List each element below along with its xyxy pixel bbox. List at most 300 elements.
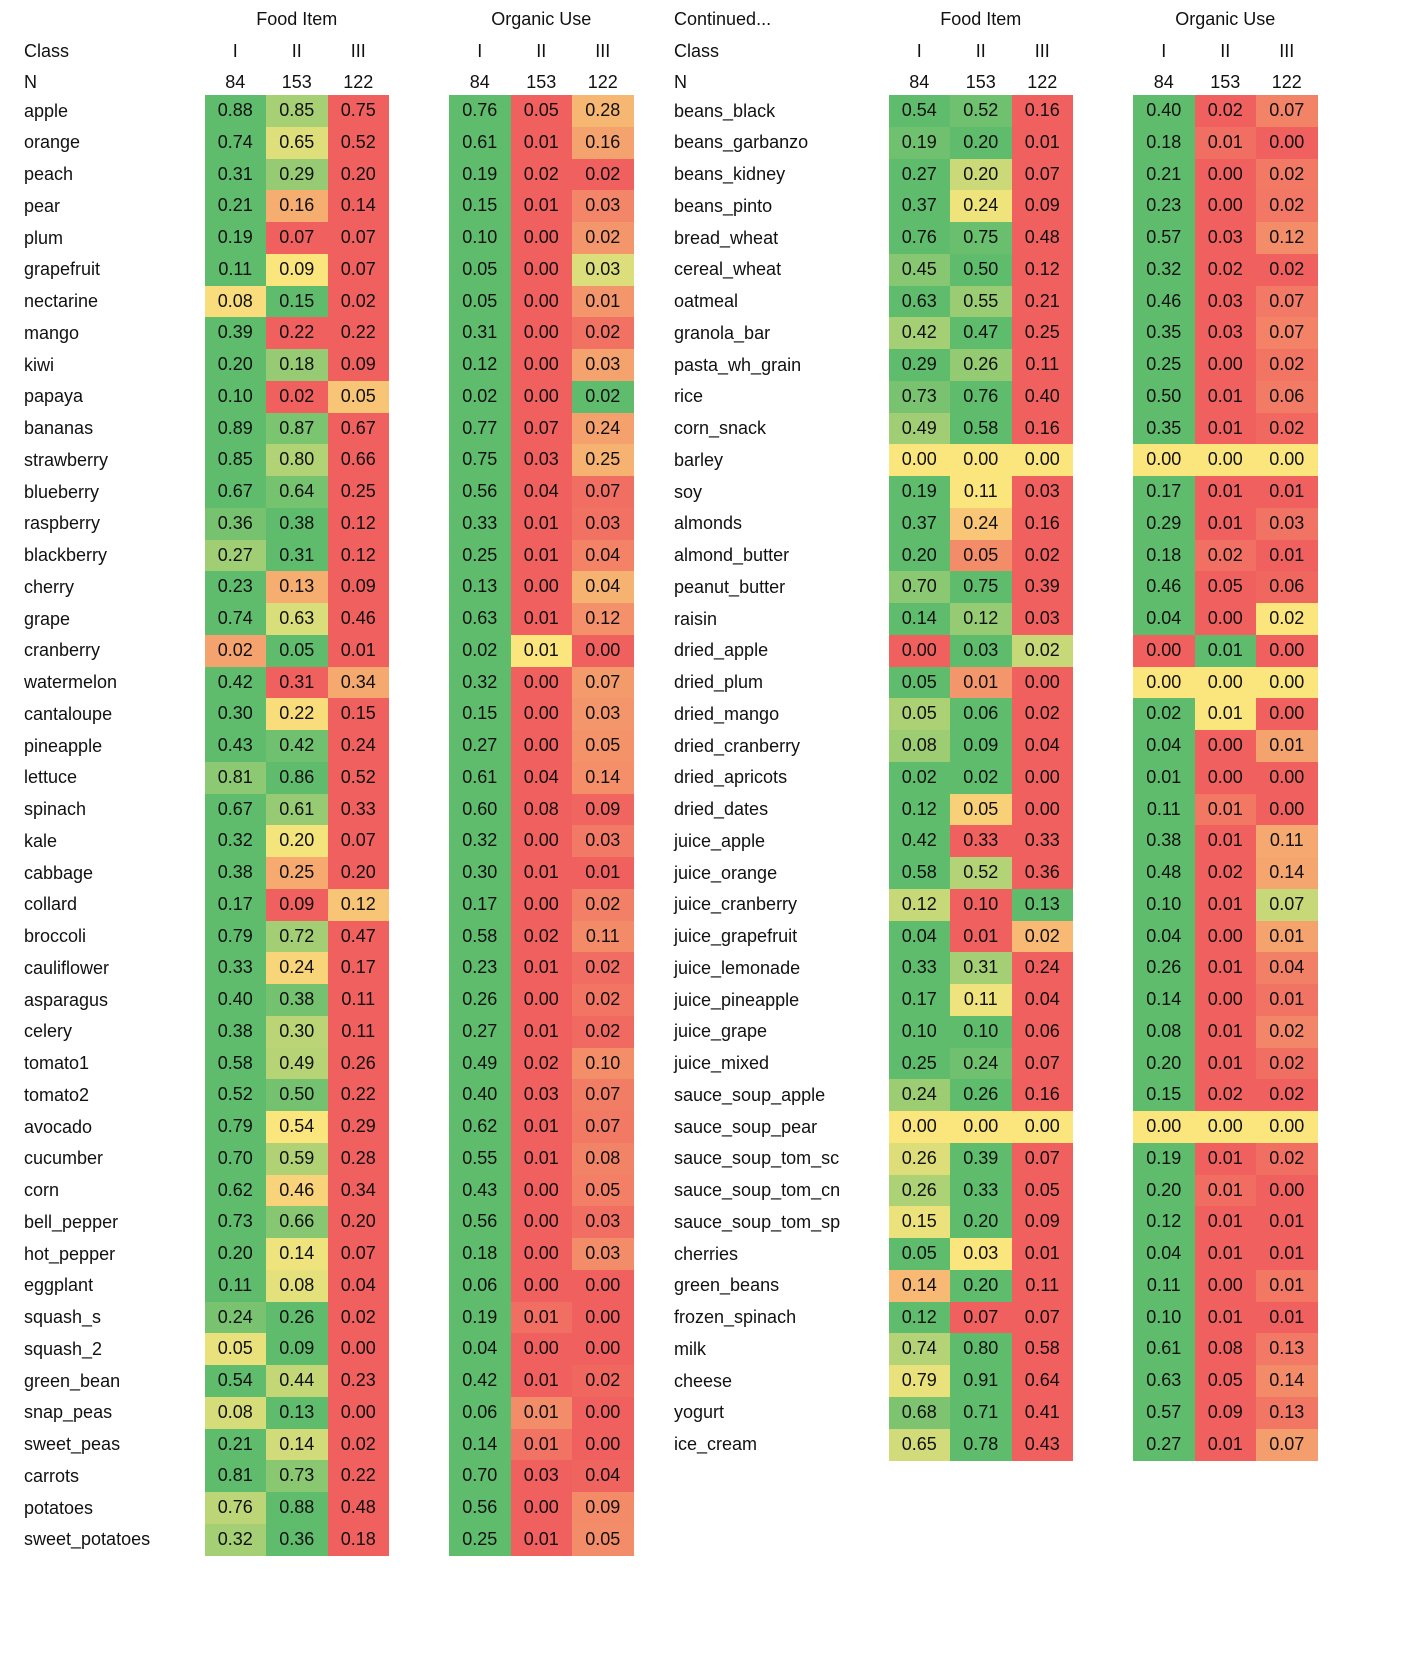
heatmap-cell: 0.42 <box>266 730 328 762</box>
class-header: III <box>350 41 366 61</box>
heatmap-cell: 0.22 <box>328 1079 390 1111</box>
heatmap-cell: 0.00 <box>1195 730 1257 762</box>
heatmap-cell: 0.02 <box>572 317 634 349</box>
heatmap-cell: 0.14 <box>1133 984 1195 1016</box>
row-label: potatoes <box>24 1497 94 1518</box>
heatmap-cell: 0.38 <box>205 1016 267 1048</box>
heatmap-cell: 0.47 <box>950 317 1012 349</box>
heatmap-cell: 0.08 <box>205 1397 267 1429</box>
row-label: carrots <box>24 1465 80 1486</box>
heatmap-cell: 0.02 <box>328 1302 390 1334</box>
heatmap-cell: 0.31 <box>449 317 511 349</box>
heatmap-cell: 0.19 <box>449 1302 511 1334</box>
heatmap-cell: 0.00 <box>328 1397 390 1429</box>
heatmap-cell: 0.00 <box>889 1111 951 1143</box>
heatmap-cell: 0.50 <box>1133 381 1195 413</box>
heatmap-cell: 0.19 <box>889 476 951 508</box>
heatmap-cell: 0.04 <box>1133 1238 1195 1270</box>
heatmap-cell: 0.73 <box>889 381 951 413</box>
heatmap-cell: 0.08 <box>205 286 267 318</box>
heatmap-cell: 0.18 <box>1133 127 1195 159</box>
heatmap-cell: 0.01 <box>1195 1302 1257 1334</box>
group-title: Organic Use <box>1175 9 1276 29</box>
group-title: Food Item <box>940 9 1022 29</box>
heatmap-cell: 0.85 <box>266 95 328 127</box>
heatmap-cell: 0.20 <box>889 540 951 572</box>
heatmap-cell: 0.44 <box>266 1365 328 1397</box>
heatmap-cell: 0.02 <box>1256 1079 1318 1111</box>
row-label: avocado <box>24 1116 93 1137</box>
heatmap-cell: 0.02 <box>328 1429 390 1461</box>
heatmap-cell: 0.08 <box>889 730 951 762</box>
row-label: cantaloupe <box>24 703 113 724</box>
heatmap-cell: 0.24 <box>205 1302 267 1334</box>
heatmap-cell: 0.75 <box>449 444 511 476</box>
heatmap-cell: 0.56 <box>449 476 511 508</box>
heatmap-cell: 0.20 <box>328 159 390 191</box>
n-value: 122 <box>587 72 618 92</box>
row-label: sauce_soup_tom_cn <box>674 1180 841 1200</box>
row-label: dried_cranberry <box>674 735 801 756</box>
heatmap-cell: 0.58 <box>205 1048 267 1080</box>
heatmap-cell: 0.61 <box>1133 1333 1195 1365</box>
heatmap-cell: 0.40 <box>205 984 267 1016</box>
row-label: raisin <box>674 608 718 629</box>
heatmap-cell: 0.01 <box>1256 540 1318 572</box>
heatmap-cell: 0.00 <box>511 381 573 413</box>
heatmap-cell: 0.16 <box>1012 1079 1074 1111</box>
heatmap-cell: 0.00 <box>572 1429 634 1461</box>
heatmap-cell: 0.00 <box>1195 921 1257 953</box>
heatmap-cell: 0.48 <box>1012 222 1074 254</box>
heatmap-cell: 0.14 <box>572 762 634 794</box>
heatmap-cell: 0.02 <box>1195 95 1257 127</box>
heatmap-cell: 0.77 <box>449 413 511 445</box>
heatmap-cell: 0.06 <box>1012 1016 1074 1048</box>
row-label: granola_bar <box>674 322 771 343</box>
heatmap-cell: 0.00 <box>1195 190 1257 222</box>
heatmap-cell: 0.73 <box>266 1460 328 1492</box>
heatmap-cell: 0.07 <box>572 1111 634 1143</box>
heatmap-cell: 0.01 <box>1256 1206 1318 1238</box>
heatmap-cell: 0.02 <box>572 889 634 921</box>
heatmap-cell: 0.45 <box>889 254 951 286</box>
heatmap-cell: 0.42 <box>889 825 951 857</box>
heatmap-cell: 0.00 <box>1195 444 1257 476</box>
heatmap-cell: 0.07 <box>328 825 390 857</box>
heatmap-cell: 0.00 <box>1012 444 1074 476</box>
heatmap-cell: 0.55 <box>950 286 1012 318</box>
heatmap-cell: 0.63 <box>889 286 951 318</box>
heatmap-cell: 0.52 <box>205 1079 267 1111</box>
heatmap-cell: 0.61 <box>449 762 511 794</box>
row-label: snap_peas <box>24 1402 113 1423</box>
row-label: juice_apple <box>674 830 766 851</box>
row-label: sauce_soup_pear <box>674 1116 818 1137</box>
row-label: cucumber <box>24 1148 104 1169</box>
heatmap-cell: 0.64 <box>1012 1365 1074 1397</box>
heatmap-cell: 0.03 <box>1256 508 1318 540</box>
heatmap-cell: 0.00 <box>950 1111 1012 1143</box>
heatmap-cell: 0.74 <box>205 603 267 635</box>
row-label: cranberry <box>24 640 101 661</box>
heatmap-cell: 0.23 <box>1133 190 1195 222</box>
heatmap-cell: 0.58 <box>950 413 1012 445</box>
row-label: apple <box>24 100 69 121</box>
heatmap-cell: 0.68 <box>889 1397 951 1429</box>
heatmap-cell: 0.30 <box>205 698 267 730</box>
heatmap-cell: 0.12 <box>1256 222 1318 254</box>
heatmap-cell: 0.04 <box>572 1460 634 1492</box>
continued-label: Continued... <box>674 9 772 29</box>
row-label: juice_grape <box>674 1021 768 1042</box>
row-label: dried_apricots <box>674 767 788 788</box>
heatmap-cell: 0.11 <box>950 476 1012 508</box>
heatmap-cell: 0.04 <box>1012 984 1074 1016</box>
heatmap-cell: 0.12 <box>889 794 951 826</box>
heatmap-cell: 0.02 <box>449 635 511 667</box>
heatmap-cell: 0.66 <box>328 444 390 476</box>
heatmap-cell: 0.03 <box>1012 603 1074 635</box>
row-label: kale <box>24 830 58 851</box>
row-label: green_bean <box>24 1370 121 1391</box>
heatmap-cell: 0.07 <box>1012 1302 1074 1334</box>
heatmap-cell: 0.33 <box>950 1175 1012 1207</box>
heatmap-cell: 0.05 <box>889 698 951 730</box>
heatmap-cell: 0.25 <box>1012 317 1074 349</box>
heatmap-cell: 0.09 <box>328 349 390 381</box>
heatmap-cell: 0.50 <box>266 1079 328 1111</box>
heatmap-cell: 0.10 <box>205 381 267 413</box>
heatmap-cell: 0.07 <box>1012 1143 1074 1175</box>
heatmap-cell: 0.25 <box>266 857 328 889</box>
heatmap-cell: 0.01 <box>1012 127 1074 159</box>
heatmap-cell: 0.75 <box>328 95 390 127</box>
heatmap-cell: 0.00 <box>572 1397 634 1429</box>
heatmap-cell: 0.43 <box>205 730 267 762</box>
heatmap-cell: 0.00 <box>511 825 573 857</box>
heatmap-cell: 0.01 <box>1195 1238 1257 1270</box>
row-label: spinach <box>24 799 87 819</box>
heatmap-cell: 0.01 <box>1012 1238 1074 1270</box>
heatmap-cell: 0.15 <box>449 190 511 222</box>
heatmap-cell: 0.72 <box>266 921 328 953</box>
heatmap-cell: 0.54 <box>266 1111 328 1143</box>
heatmap-cell: 0.00 <box>511 667 573 699</box>
heatmap-cell: 0.42 <box>449 1365 511 1397</box>
heatmap-cell: 0.03 <box>572 254 634 286</box>
heatmap-cell: 0.07 <box>1256 286 1318 318</box>
heatmap-cell: 0.14 <box>266 1238 328 1270</box>
heatmap-cell: 0.04 <box>328 1270 390 1302</box>
heatmap-cell: 0.02 <box>572 1365 634 1397</box>
heatmap-cell: 0.17 <box>889 984 951 1016</box>
heatmap-cell: 0.14 <box>328 190 390 222</box>
heatmap-cell: 0.08 <box>1195 1333 1257 1365</box>
heatmap-cell: 0.03 <box>511 444 573 476</box>
heatmap-cell: 0.02 <box>1195 857 1257 889</box>
heatmap-cell: 0.81 <box>205 1460 267 1492</box>
class-header: I <box>477 41 483 61</box>
heatmap-cell: 0.65 <box>266 127 328 159</box>
row-label: juice_cranberry <box>674 894 798 915</box>
heatmap-cell: 0.25 <box>449 540 511 572</box>
heatmap-cell: 0.23 <box>328 1365 390 1397</box>
heatmap-cell: 0.54 <box>205 1365 267 1397</box>
heatmap-cell: 0.87 <box>266 413 328 445</box>
heatmap-cell: 0.05 <box>889 1238 951 1270</box>
heatmap-cell: 0.14 <box>889 1270 951 1302</box>
heatmap-cell: 0.01 <box>1256 921 1318 953</box>
heatmap-cell: 0.03 <box>572 825 634 857</box>
heatmap-cell: 0.00 <box>511 571 573 603</box>
row-label: corn_snack <box>674 418 767 438</box>
heatmap-cell: 0.38 <box>1133 825 1195 857</box>
heatmap-cell: 0.75 <box>950 222 1012 254</box>
heatmap-cell: 0.29 <box>328 1111 390 1143</box>
heatmap-cell: 0.11 <box>1133 1270 1195 1302</box>
heatmap-cell: 0.04 <box>511 762 573 794</box>
heatmap-cell: 0.26 <box>1133 952 1195 984</box>
heatmap-cell: 0.04 <box>511 476 573 508</box>
heatmap-cell: 0.03 <box>511 1460 573 1492</box>
heatmap-cell: 0.01 <box>1195 508 1257 540</box>
heatmap-cell: 0.05 <box>572 1175 634 1207</box>
heatmap-cell: 0.23 <box>449 952 511 984</box>
heatmap-cell: 0.02 <box>1256 254 1318 286</box>
heatmap-cell: 0.06 <box>950 698 1012 730</box>
heatmap-cell: 0.02 <box>1256 1016 1318 1048</box>
heatmap-cell: 0.01 <box>1195 1048 1257 1080</box>
heatmap-cell: 0.07 <box>511 413 573 445</box>
heatmap-cell: 0.33 <box>950 825 1012 857</box>
heatmap-cell: 0.00 <box>511 254 573 286</box>
row-label: tomato2 <box>24 1084 90 1105</box>
heatmap-cell: 0.04 <box>889 921 951 953</box>
heatmap-cell: 0.02 <box>511 921 573 953</box>
heatmap-cell: 0.46 <box>266 1175 328 1207</box>
heatmap-cell: 0.38 <box>266 984 328 1016</box>
group-title: Food Item <box>256 9 338 29</box>
row-label: hot_pepper <box>24 1243 116 1264</box>
row-label: nectarine <box>24 291 99 311</box>
heatmap-cell: 0.04 <box>449 1333 511 1365</box>
heatmap-cell: 0.01 <box>511 952 573 984</box>
heatmap-cell: 0.02 <box>572 1016 634 1048</box>
heatmap-cell: 0.18 <box>1133 540 1195 572</box>
class-header: III <box>595 41 611 61</box>
heatmap-cell: 0.01 <box>950 921 1012 953</box>
class-label: Class <box>24 41 70 61</box>
heatmap-cell: 0.01 <box>1195 952 1257 984</box>
heatmap-cell: 0.02 <box>1256 159 1318 191</box>
heatmap-cell: 0.26 <box>449 984 511 1016</box>
heatmap-cell: 0.06 <box>449 1270 511 1302</box>
heatmap-cell: 0.14 <box>1256 857 1318 889</box>
heatmap-cell: 0.12 <box>572 603 634 635</box>
heatmap-cell: 0.00 <box>511 1492 573 1524</box>
heatmap-cell: 0.20 <box>328 857 390 889</box>
heatmap-cell: 0.70 <box>449 1460 511 1492</box>
heatmap-cell: 0.05 <box>1012 1175 1074 1207</box>
heatmap-cell: 0.17 <box>328 952 390 984</box>
heatmap-cell: 0.01 <box>511 540 573 572</box>
heatmap-cell: 0.00 <box>1256 127 1318 159</box>
heatmap-cell: 0.00 <box>1195 1111 1257 1143</box>
class-header: I <box>1161 41 1167 61</box>
heatmap-cell: 0.02 <box>511 159 573 191</box>
heatmap-cell: 0.01 <box>511 1143 573 1175</box>
heatmap-cell: 0.05 <box>572 1524 634 1556</box>
row-label: barley <box>674 449 724 470</box>
heatmap-cell: 0.60 <box>449 794 511 826</box>
heatmap-cell: 0.58 <box>889 857 951 889</box>
heatmap-cell: 0.34 <box>328 667 390 699</box>
heatmap-cell: 0.70 <box>205 1143 267 1175</box>
heatmap-cell: 0.64 <box>266 476 328 508</box>
heatmap-cell: 0.22 <box>328 317 390 349</box>
heatmap-cell: 0.41 <box>1012 1397 1074 1429</box>
heatmap-cell: 0.04 <box>1012 730 1074 762</box>
heatmap-cell: 0.02 <box>1256 603 1318 635</box>
heatmap-cell: 0.10 <box>889 1016 951 1048</box>
row-label: tomato1 <box>24 1053 90 1073</box>
heatmap-cell: 0.78 <box>950 1429 1012 1461</box>
heatmap-cell: 0.00 <box>511 698 573 730</box>
heatmap-cell: 0.39 <box>1012 571 1074 603</box>
heatmap-cell: 0.17 <box>205 889 267 921</box>
heatmap-cell: 0.56 <box>449 1206 511 1238</box>
row-label: milk <box>674 1338 706 1359</box>
heatmap-cell: 0.04 <box>1133 730 1195 762</box>
row-label: sauce_soup_tom_sp <box>674 1211 841 1232</box>
heatmap-cell: 0.48 <box>1133 857 1195 889</box>
heatmap-cell: 0.03 <box>572 508 634 540</box>
heatmap-cell: 0.02 <box>1012 635 1074 667</box>
heatmap-cell: 0.00 <box>1256 1111 1318 1143</box>
heatmap-cell: 0.02 <box>572 984 634 1016</box>
heatmap-cell: 0.16 <box>572 127 634 159</box>
heatmap-cell: 0.01 <box>1256 1270 1318 1302</box>
heatmap-cell: 0.12 <box>328 508 390 540</box>
heatmap-cell: 0.00 <box>1012 667 1074 699</box>
heatmap-cell: 0.00 <box>1256 1175 1318 1207</box>
heatmap-cell: 0.00 <box>889 444 951 476</box>
heatmap-cell: 0.15 <box>1133 1079 1195 1111</box>
heatmap-cell: 0.01 <box>1195 1016 1257 1048</box>
row-label: bread_wheat <box>674 227 779 248</box>
row-label: cheese <box>674 1370 733 1391</box>
heatmap-cell: 0.05 <box>1195 571 1257 603</box>
n-value: 84 <box>469 72 490 92</box>
heatmap-cell: 0.63 <box>1133 1365 1195 1397</box>
heatmap-cell: 0.63 <box>449 603 511 635</box>
heatmap-cell: 0.08 <box>572 1143 634 1175</box>
row-label: papaya <box>24 386 84 407</box>
heatmap-cell: 0.09 <box>1012 1206 1074 1238</box>
heatmap-cell: 0.01 <box>511 1111 573 1143</box>
heatmap-cell: 0.01 <box>511 1016 573 1048</box>
heatmap-cell: 0.19 <box>205 222 267 254</box>
heatmap-cell: 0.02 <box>1256 1143 1318 1175</box>
heatmap-cell: 0.58 <box>449 921 511 953</box>
heatmap-cell: 0.00 <box>1195 349 1257 381</box>
heatmap-cell: 0.02 <box>1256 190 1318 222</box>
row-label: cereal_wheat <box>674 259 782 280</box>
heatmap-cell: 0.04 <box>572 571 634 603</box>
heatmap-cell: 0.11 <box>1012 349 1074 381</box>
heatmap-cell: 0.02 <box>1133 698 1195 730</box>
heatmap-cell: 0.24 <box>266 952 328 984</box>
heatmap-cell: 0.07 <box>1256 95 1318 127</box>
heatmap-cell: 0.05 <box>950 540 1012 572</box>
heatmap-cell: 0.43 <box>449 1175 511 1207</box>
heatmap-cell: 0.49 <box>266 1048 328 1080</box>
heatmap-cell: 0.71 <box>950 1397 1012 1429</box>
heatmap-cell: 0.09 <box>1195 1397 1257 1429</box>
heatmap-cell: 0.52 <box>950 95 1012 127</box>
row-label: beans_pinto <box>674 195 773 216</box>
heatmap-cell: 0.01 <box>572 286 634 318</box>
class-header: II <box>536 41 547 61</box>
heatmap-cell: 0.88 <box>205 95 267 127</box>
heatmap-cell: 0.32 <box>205 825 267 857</box>
heatmap-cell: 0.06 <box>1256 381 1318 413</box>
class-label: Class <box>674 41 720 61</box>
n-value: 84 <box>1153 72 1174 92</box>
row-label: green_beans <box>674 1275 780 1296</box>
heatmap-cell: 0.08 <box>266 1270 328 1302</box>
heatmap-cell: 0.07 <box>950 1302 1012 1334</box>
heatmap-cell: 0.28 <box>328 1143 390 1175</box>
row-label: corn <box>24 1180 60 1200</box>
heatmap-cell: 0.79 <box>205 1111 267 1143</box>
heatmap-cell: 0.02 <box>1195 254 1257 286</box>
heatmap-cell: 0.24 <box>572 413 634 445</box>
heatmap-cell: 0.58 <box>1012 1333 1074 1365</box>
heatmap-cell: 0.07 <box>266 222 328 254</box>
heatmap-cell: 0.56 <box>449 1492 511 1524</box>
heatmap-cell: 0.03 <box>950 1238 1012 1270</box>
heatmap-cell: 0.20 <box>950 1206 1012 1238</box>
row-label: frozen_spinach <box>674 1307 797 1327</box>
heatmap-cell: 0.52 <box>950 857 1012 889</box>
heatmap-cell: 0.49 <box>889 413 951 445</box>
heatmap-cell: 0.24 <box>950 1048 1012 1080</box>
heatmap-cell: 0.03 <box>1195 286 1257 318</box>
heatmap-cell: 0.01 <box>511 190 573 222</box>
heatmap-cell: 0.12 <box>950 603 1012 635</box>
heatmap-cell: 0.38 <box>205 857 267 889</box>
heatmap-cell: 0.07 <box>1012 1048 1074 1080</box>
row-label: broccoli <box>24 926 87 946</box>
heatmap-cell: 0.00 <box>511 1238 573 1270</box>
heatmap-cell: 0.81 <box>205 762 267 794</box>
row-label: sauce_soup_tom_sc <box>674 1148 840 1169</box>
heatmap-cell: 0.24 <box>950 190 1012 222</box>
n-value: 122 <box>343 72 374 92</box>
heatmap-cell: 0.33 <box>205 952 267 984</box>
heatmap-cell: 0.32 <box>1133 254 1195 286</box>
heatmap-cell: 0.57 <box>1133 1397 1195 1429</box>
heatmap-cell: 0.07 <box>328 222 390 254</box>
heatmap-cell: 0.02 <box>1012 921 1074 953</box>
heatmap-cell: 0.21 <box>1012 286 1074 318</box>
heatmap-cell: 0.70 <box>889 571 951 603</box>
heatmap-cell: 0.22 <box>266 317 328 349</box>
heatmap-cell: 0.33 <box>1012 825 1074 857</box>
heatmap-cell: 0.13 <box>266 1397 328 1429</box>
